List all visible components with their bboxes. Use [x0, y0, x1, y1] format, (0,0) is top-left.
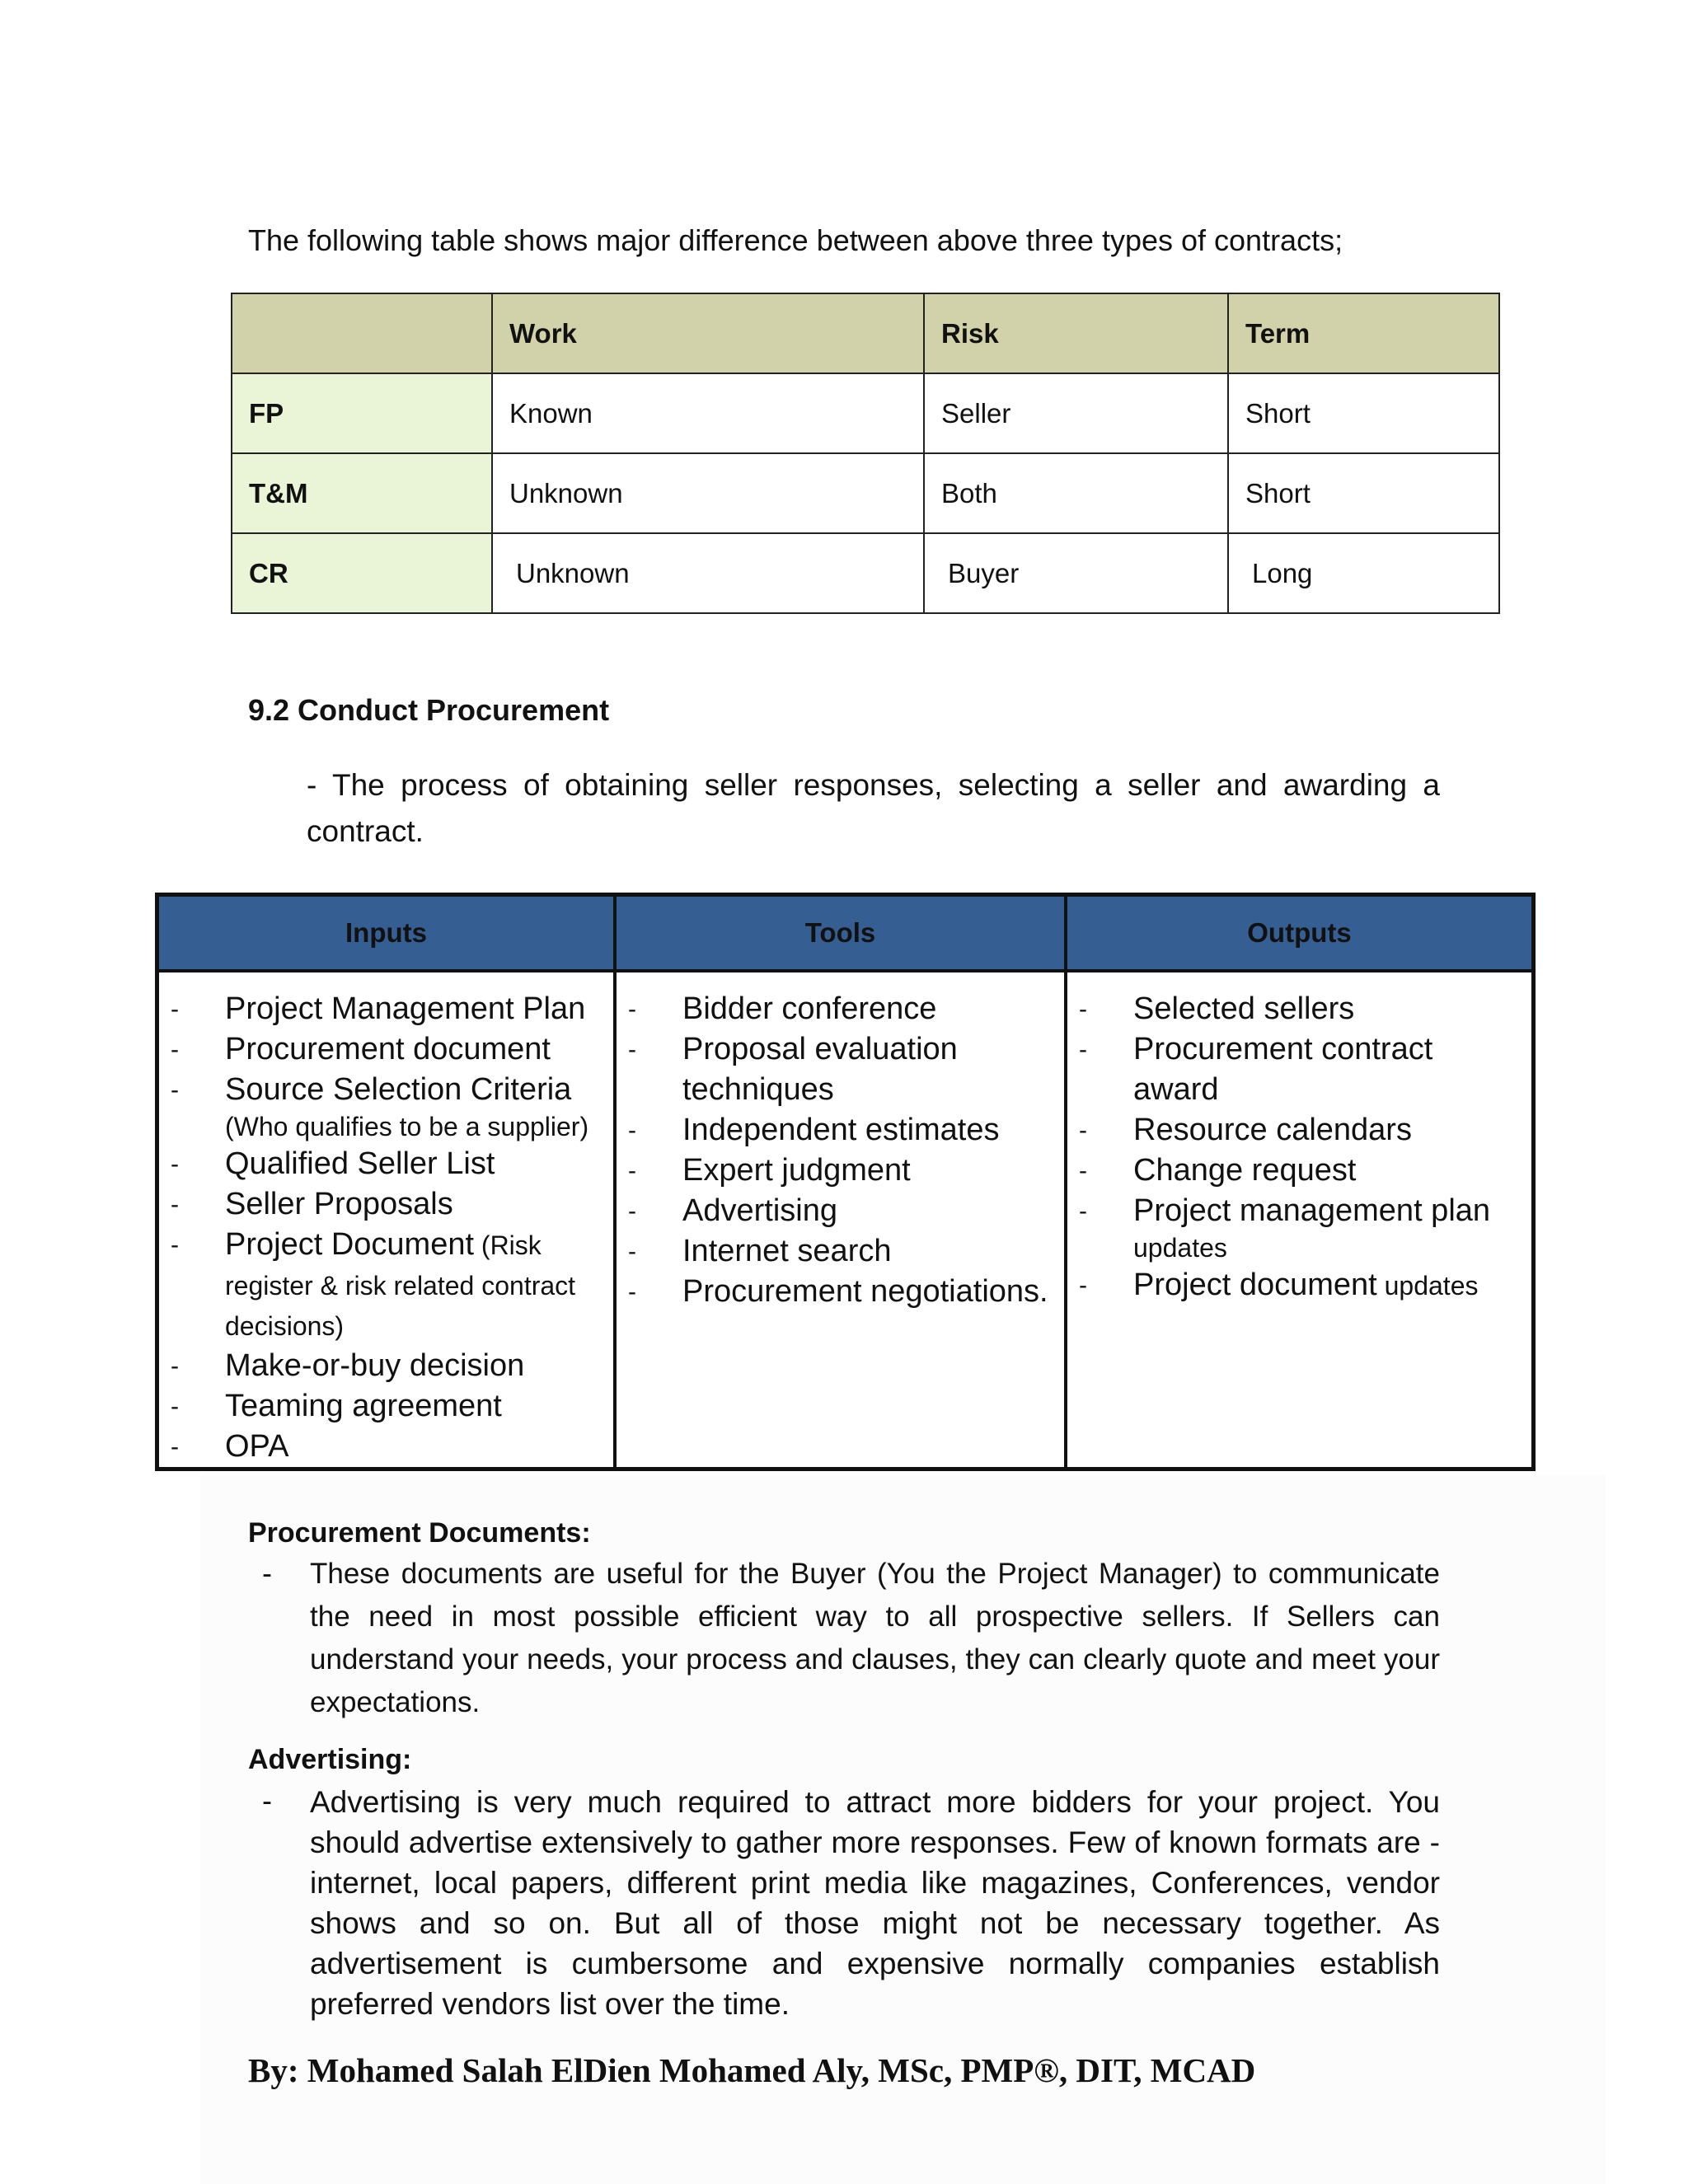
list-item: - OPA — [159, 1427, 613, 1467]
outputs-column — [1067, 972, 1531, 1467]
list-item: - Project management plan updates — [1067, 1191, 1531, 1265]
author-footer: By: Mohamed Salah ElDien Mohamed Aly, MSc, PMP®, DIT, MCAD — [248, 2051, 1256, 2089]
table-row — [232, 533, 1499, 613]
cell-risk: Seller — [924, 373, 1228, 453]
cell-work: Unknown — [492, 533, 924, 613]
list-item: - Expert judgment — [617, 1151, 1064, 1191]
ito-table — [155, 893, 1536, 1471]
item-note: (Who qualifies to be a supplier) — [225, 1112, 589, 1141]
tools-header: Tools — [617, 897, 1067, 969]
section-description: - The process of obtaining seller responses, selecting a seller and awarding a contract. — [307, 768, 1440, 848]
item-note: updates — [1133, 1233, 1227, 1263]
cell-risk: Buyer — [924, 533, 1228, 613]
header-cell-risk: Risk — [924, 293, 1228, 373]
tools-column — [617, 972, 1067, 1467]
table-header-row — [232, 293, 1499, 373]
list-item: - Procurement negotiations. — [617, 1272, 1064, 1312]
cell-term: Short — [1228, 373, 1499, 453]
list-item: - Project Document (Risk register & risk related contract decisions) — [159, 1225, 613, 1346]
list-item: - Source Selection Criteria (Who qualifies to be a supplier) — [159, 1070, 613, 1144]
list-item: - Change request — [1067, 1151, 1531, 1191]
outputs-header: Outputs — [1247, 917, 1352, 948]
list-item: - Procurement document — [159, 1029, 613, 1070]
list-item: - Selected sellers — [1067, 989, 1531, 1029]
list-item: - Make-or-buy decision — [159, 1346, 613, 1386]
list-item: - Resource calendars — [1067, 1110, 1531, 1151]
cell-work: Known — [492, 373, 924, 453]
list-item: - Advertising — [617, 1191, 1064, 1231]
list-item: - Bidder conference — [617, 989, 1064, 1029]
cell-term: Short — [1228, 453, 1499, 533]
advertising-heading: Advertising: — [248, 1744, 412, 1775]
row-label: CR — [232, 533, 492, 613]
list-item: - Qualified Seller List — [159, 1144, 613, 1184]
item-note: updates — [1376, 1271, 1479, 1301]
procurement-documents-text: These documents are useful for the Buyer (You the Project Manager) to communicate the need in most possible efficient way to all prospective sellers. If Sellers can understand your needs, your process and clauses, they can clearly quote and meet your expectations. — [310, 1558, 1440, 1718]
item-note: (Risk register & risk related contract decisions) — [225, 1230, 576, 1341]
bullet-dash: - — [262, 1556, 272, 1590]
table-row — [232, 373, 1499, 453]
contracts-comparison-table — [231, 293, 1500, 614]
section-title: 9.2 Conduct Procurement — [248, 693, 610, 727]
list-item: - Procurement contract award — [1067, 1029, 1531, 1110]
cell-work: Unknown — [492, 453, 924, 533]
ito-body — [159, 972, 1531, 1467]
cell-term: Long — [1228, 533, 1499, 613]
row-label: T&M — [232, 453, 492, 533]
row-label: FP — [232, 373, 492, 453]
list-item: - Project Management Plan — [159, 989, 613, 1029]
advertising-text: Advertising is very much required to attract more bidders for your project. You should advertise extensively to gather more responses. Few of known formats are - internet, local papers, different print media like magazines, Conferences, vendor shows and so on. But all of those might not be necessary together. As advertisement is cumbersome and expensive normally companies establish preferred vendors list over the time. — [310, 1785, 1440, 2021]
list-item: - Internet search — [617, 1231, 1064, 1272]
list-item: - Teaming agreement — [159, 1386, 613, 1427]
list-item: - Project document updates — [1067, 1265, 1531, 1305]
list-item: - Seller Proposals — [159, 1184, 613, 1225]
intro-text: The following table shows major difference between above three types of contracts; — [248, 223, 1343, 257]
procurement-documents-heading: Procurement Documents: — [248, 1517, 591, 1549]
table-row — [232, 453, 1499, 533]
list-item: - Independent estimates — [617, 1110, 1064, 1151]
list-item: - Proposal evaluation techniques — [617, 1029, 1064, 1110]
header-cell-term: Term — [1228, 293, 1499, 373]
header-cell-blank — [232, 293, 492, 373]
inputs-header: Inputs — [159, 897, 617, 969]
header-cell-work: Work — [492, 293, 924, 373]
inputs-column — [159, 972, 617, 1467]
ito-header-row — [159, 897, 1531, 972]
cell-risk: Both — [924, 453, 1228, 533]
bullet-dash: - — [262, 1783, 272, 1817]
